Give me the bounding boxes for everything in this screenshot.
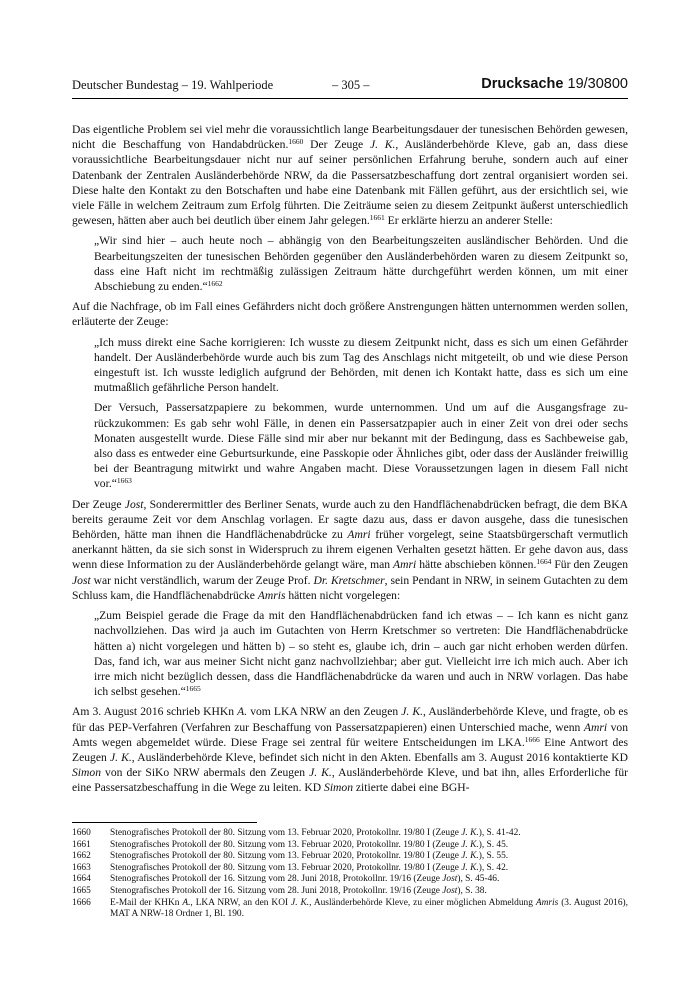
witness-name: Jost xyxy=(124,497,144,511)
footnote-number: 1662 xyxy=(72,851,91,862)
footnote-number: 1665 xyxy=(72,885,91,896)
footnote: 1661 Stenografisches Protokoll der 80. Sitzung vom 13. Februar 2020, Protokollnr. 19/80 I (Zeuge J. K.), S. 45. xyxy=(72,839,509,850)
footnote: 1663 Stenografisches Protokoll der 80. Sitzung vom 13. Februar 2020, Protokollnr. 19/80 I (Zeuge J. K.), S. 42. xyxy=(72,862,509,873)
footnote-ref[interactable]: 1664 xyxy=(536,557,552,567)
person-name: Simon xyxy=(72,766,101,780)
witness-name: J. K. xyxy=(401,705,424,719)
document-number-value: 19/30800 xyxy=(567,76,628,92)
witness-name: J. K. xyxy=(309,766,332,780)
document-number xyxy=(481,76,628,92)
paragraph: Auf die Nachfrage, ob im Fall eines Gefährders nicht doch größere Anstrengungen hätten unternommen werden sollen, erläuterte der Zeuge: xyxy=(72,300,628,329)
footnote: 1665 Stenografisches Protokoll der 16. Sitzung vom 28. Juni 2018, Protokollnr. 19/16 (Zeuge Jost), S. 38. xyxy=(72,885,487,896)
footnotes xyxy=(72,828,628,921)
footnote-number: 1664 xyxy=(72,874,91,885)
person-name: Amri xyxy=(583,720,608,734)
person-name: Amris xyxy=(257,588,286,602)
footnote-ref[interactable]: 1660 xyxy=(288,137,304,147)
witness-name: Jost xyxy=(72,573,91,587)
witness-name: J. K. xyxy=(369,138,396,152)
header-parliament: Deutscher Bundestag – 19. Wahlperiode xyxy=(72,78,274,92)
footnote-ref[interactable]: 1663 xyxy=(116,476,132,486)
footnote-ref[interactable]: 1666 xyxy=(524,734,540,744)
footnote-number: 1661 xyxy=(72,839,91,850)
person-name: A. xyxy=(237,705,248,719)
person-name: Simon xyxy=(324,781,353,795)
witness-name: J. K. xyxy=(109,750,132,764)
page-header xyxy=(72,76,628,99)
block-quote: „Ich muss direkt eine Sache korrigieren: Ich wusste zu diesem Zeitpunkt nicht, dass es sich um einen Gefährder handelt. Der Ausländerbehörde wurde auch bis zum Tag des Anschlags nicht mitgeteilt, ob und wie diese Person eingestuft ist. Ich wusste lediglich aufgrund der Behörden, mit denen ich Kontakt hatte, dass es sich um eine mutmaßlich gefährliche Person handelt. xyxy=(94,335,628,395)
document-number-label: Drucksache xyxy=(481,76,568,92)
witness-name: Dr. Kretschmer xyxy=(313,573,385,587)
footnote-divider xyxy=(72,822,257,823)
page-number: – 305 – xyxy=(332,78,370,92)
footnote-ref[interactable]: 1661 xyxy=(369,213,385,223)
paragraph: Am 3. August 2016 schrieb KHKn A. vom LKA NRW an den Zeugen J. K., Ausländerbehörde Kleve, und fragte, ob es für das PEP-Verfahren (Verfahren zur Beschaffung von Passersatzpapieren) einen Unterschied mache, wenn Amri von Amts wegen abgemeldet würde. Diese Frage sei zentral für weitere Entscheidungen im LKA.$^{1666}$ Eine Antwort des Zeugen J. K., Ausländerbehörde Kleve, befindet sich nicht in den Akten. Ebenfalls am 3. August 2016 kontaktierte KD Simon von der SiKo NRW abermals den Zeugen J. K., Ausländerbehörde Kleve, und bat ihn, alles Erforderliche für eine Passersatzbeschaffung in die Wege zu leiten. KD Simon zitierte dabei eine BGH- xyxy=(72,705,629,795)
footnote-number: 1666 xyxy=(72,897,91,908)
footnote: 1660 Stenografisches Protokoll der 80. Sitzung vom 13. Februar 2020, Protokollnr. 19/80 I (Zeuge J. K.), S. 41-42. xyxy=(72,828,521,838)
footnote-ref[interactable]: 1665 xyxy=(185,684,201,694)
footnote-ref[interactable]: 1662 xyxy=(207,279,223,289)
person-name: Amri xyxy=(393,558,417,572)
footnote: 1666 E-Mail der KHKn A., LKA NRW, an den KOI J. K., Ausländerbehörde Kleve, zu einer möglichen Abmeldung Amris (3. August 2016), MAT A NRW-18 Ordner 1, Bl. 190. xyxy=(72,897,629,920)
block-quote: „Zum Beispiel gerade die Frage da mit den Handflächenabdrücken fand ich etwas – – Ich kann es nicht ganz nachvollziehen. Das wird ja auch im Gutachten von Herrn Kretschmer so vertreten: Die Handflächenabdrücke hätten a) nicht vorgelegen und hätten b) – so steht es, glaube ich, drin – auch gar nicht erhoben werden dürfen. Das, fand ich, war aus meiner Sicht nicht ganz nachvollziehbar; aber gut. Vielleicht irre ich mich auch. Aber ich irre mich nicht bezüglich dessen, dass die Handflächenabdrücke da waren und auch in NRW vorlagen. Das habe ich selbst gesehen.“$^{1665}$ xyxy=(94,609,628,699)
body-text xyxy=(72,122,628,801)
block-quote: Der Versuch, Passersatzpapiere zu bekommen, wurde unternommen. Und um auf die Ausgangsfrage zurückzukommen: Es gab sehr wohl Fälle, in denen ein Passersatzpapier auch in einer Zeit von drei oder sechs Monaten ausgestellt wurde. Diese Fälle sind mir aber nur bekannt mit der Bedingung, dass es Sachbeweise gab, also dass es entweder eine Geburtsurkunde, eine Passkopie oder Ähnliches gibt, oder dass der Ausländer freiwillig bei der Beantragung mitwirkt und wahre Angaben macht. Diese Voraussetzungen lagen in diesem Fall nicht vor.“$^{1663}$ xyxy=(94,401,628,491)
footnote: 1662 Stenografisches Protokoll der 80. Sitzung vom 13. Februar 2020, Protokollnr. 19/80 I (Zeuge J. K.), S. 55. xyxy=(72,851,509,862)
block-quote: „Wir sind hier – auch heute noch – abhängig von den Bearbeitungszeiten ausländischer Behörden. Und die Bearbeitungszeiten der tunesischen Behörden gegenüber den Ausländerbehörden waren zu diesem Zeitpunkt so, dass eine Haft nicht im rechtmäßig zulässigen Zeitraum hätte durchgeführt werden können, um mit einer Abschiebung zu enden.“$^{1662}$ xyxy=(94,234,628,294)
paragraph: Das eigentliche Problem sei viel mehr die voraussichtlich lange Bearbeitungsdauer der tunesischen Behörden gewesen, nicht die Beschaffung von Handabdrücken.$^{1660}$ Der Zeuge J. K., Ausländerbehörde Kleve, gab an, dass diese voraussichtliche Bearbeitungsdauer nicht nur auf seiner persönlichen Erfahrung beruhe, sondern auch auf einer Datenbank der Zentralen Ausländerbehörde NRW, da die Passersatzbeschaffung dort zentral organisiert worden sei. Diese halte den Kontakt zu den Botschaften und habe eine Datenbank mit Fällen geführt, aus der ersichtlich sei, wie viele Fälle in welchem Zeitraum zum Erfolg führten. Die Zeiträume seien zu diesem Zeitpunkt äußerst unterschiedlich gewesen, hätten aber auch bei deutlich über einem Jahr gelegen.$^{1661}$ Er erklärte hierzu an anderer Stelle: xyxy=(72,123,629,228)
person-name: Amri xyxy=(347,528,371,542)
paragraph: Der Zeuge Jost, Sonderermittler des Berliner Senats, wurde auch zu den Handflächenabdrücken befragt, die dem BKA bereits geraume Zeit vor dem Anschlag vorlagen. Er sagte dazu aus, dass er davon ausgehe, dass die tunesischen Behörden, hätte man ihnen die Handflächenabdrücke zu Amri früher vorgelegt, seine Staatsbürgerschaft vermutlich anerkannt hätten, da sie sich sonst in Widerspruch zu ihrem eigenen Verhalten gesetzt hätten. Er gehe davon aus, dass wenn diese Information zu der Ausländerbehörde gelangt wäre, man Amri hätte abschieben können.$^{1664}$ Für den Zeugen Jost war nicht verständlich, warum der Zeuge Prof. Dr. Kretschmer, sein Pendant in NRW, in seinem Gutachten zu dem Schluss kam, die Handflächenabdrücke Amris hätten nicht vorgelegen: xyxy=(72,497,629,602)
footnote-number: 1660 xyxy=(72,828,91,838)
footnote-number: 1663 xyxy=(72,862,91,873)
footnote: 1664 Stenografisches Protokoll der 16. Sitzung vom 28. Juni 2018, Protokollnr. 19/16 (Zeuge Jost), S. 45-46. xyxy=(72,874,500,885)
